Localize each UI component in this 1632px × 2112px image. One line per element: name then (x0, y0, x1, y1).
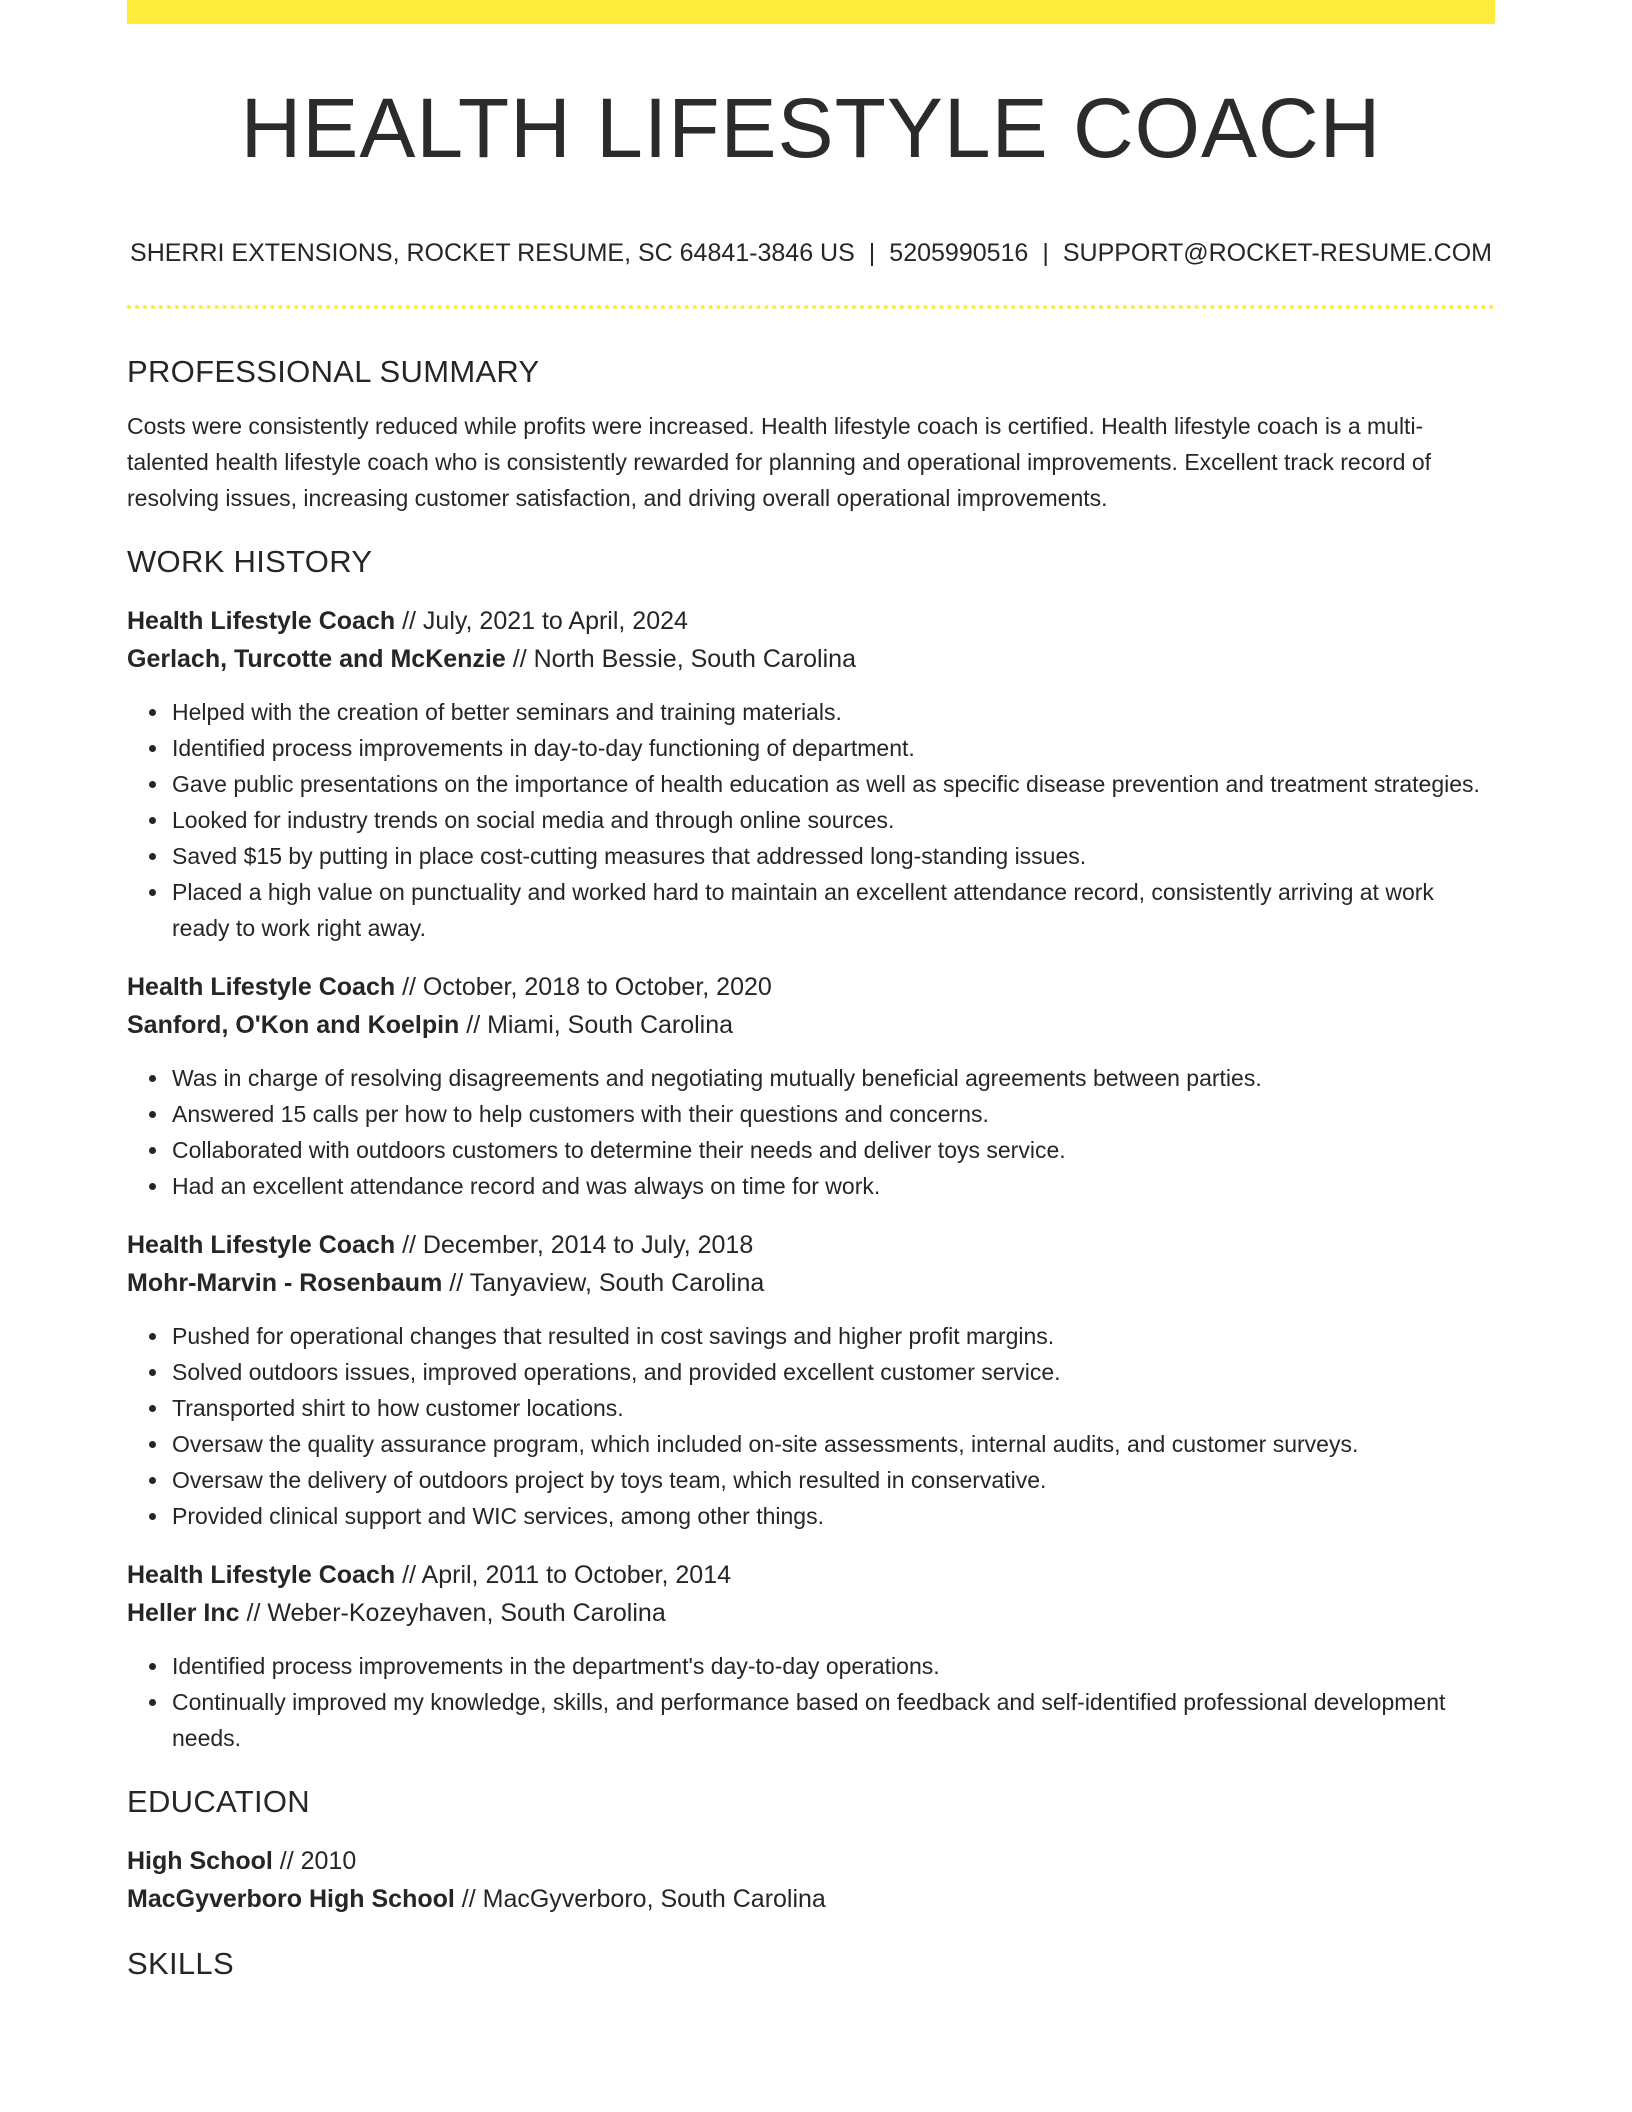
job-dates: // October, 2018 to October, 2020 (395, 973, 772, 1001)
job-location: // Miami, South Carolina (459, 1011, 734, 1039)
section-heading-summary: PROFESSIONAL SUMMARY (127, 354, 540, 389)
resume-title: HEALTH LIFESTYLE COACH (240, 81, 1382, 175)
job-title: Health Lifestyle Coach (127, 1231, 396, 1259)
job-entry (127, 1556, 1495, 1756)
job-bullet: • Continually improved my knowledge, skills, and performance based on feedback and self-identified professional development needs. (170, 1684, 1495, 1756)
contact-address: SHERRI EXTENSIONS, ROCKET RESUME, SC 64841-3846 US (130, 239, 855, 267)
job-company-line (127, 1594, 1495, 1632)
job-title-line (127, 1226, 1495, 1264)
contact-separator: | (1042, 239, 1049, 267)
job-bullet: • Transported shirt to how customer locations. (170, 1390, 1495, 1426)
job-bullet: • Helped with the creation of better seminars and training materials. (170, 694, 1495, 730)
job-bullet: • Provided clinical support and WIC services, among other things. (170, 1498, 1495, 1534)
job-bullet: • Answered 15 calls per how to help customers with their questions and concerns. (170, 1096, 1495, 1132)
job-title-line (127, 968, 1495, 1006)
job-bullets (127, 694, 1495, 946)
education-year: // 2010 (272, 1847, 357, 1875)
job-company: Gerlach, Turcotte and McKenzie (127, 645, 506, 673)
job-company-line (127, 640, 1495, 678)
skills-section (127, 1944, 1495, 1984)
job-bullet: • Pushed for operational changes that resulted in cost savings and higher profit margins. (170, 1318, 1495, 1354)
section-heading-skills: SKILLS (127, 1946, 234, 1981)
education-degree: High School (127, 1847, 273, 1875)
contact-phone: 5205990516 (889, 239, 1029, 267)
job-entry (127, 968, 1495, 1204)
header-divider (127, 305, 1495, 309)
job-bullet: • Identified process improvements in day-to-day functioning of department. (170, 730, 1495, 766)
contact-separator: | (868, 239, 876, 267)
summary-section (127, 352, 1495, 516)
resume-body (127, 352, 1495, 1984)
job-bullet: • Oversaw the quality assurance program, which included on-site assessments, internal audits, and customer surveys. (170, 1426, 1495, 1462)
job-company-line (127, 1006, 1495, 1044)
contact-email: SUPPORT@ROCKET-RESUME.COM (1062, 239, 1492, 267)
job-title-line (127, 602, 1495, 640)
job-bullet: • Oversaw the delivery of outdoors project by toys team, which resulted in conservative. (170, 1462, 1495, 1498)
job-bullet: • Looked for industry trends on social media and through online sources. (170, 802, 1495, 838)
job-location: // Weber-Kozeyhaven, South Carolina (239, 1599, 666, 1627)
job-company: Mohr-Marvin - Rosenbaum (127, 1269, 443, 1297)
job-entry (127, 1226, 1495, 1534)
job-entry (127, 602, 1495, 946)
education-section (127, 1782, 1495, 1918)
job-dates: // July, 2021 to April, 2024 (395, 607, 688, 635)
job-title-line (127, 1556, 1495, 1594)
job-title: Health Lifestyle Coach (127, 607, 396, 635)
job-bullet: • Saved $15 by putting in place cost-cutting measures that addressed long-standing issues. (170, 838, 1495, 874)
education-school-line (127, 1880, 1495, 1918)
education-degree-line (127, 1842, 1495, 1880)
job-title: Health Lifestyle Coach (127, 973, 396, 1001)
job-bullet: • Had an excellent attendance record and was always on time for work. (170, 1168, 1495, 1204)
job-dates: // December, 2014 to July, 2018 (395, 1231, 754, 1259)
job-bullet: • Placed a high value on punctuality and worked hard to maintain an excellent attendance record, consistently arriving at work ready to work right away. (170, 874, 1495, 946)
section-heading-education: EDUCATION (127, 1784, 310, 1819)
job-location: // Tanyaview, South Carolina (442, 1269, 765, 1297)
job-bullet: • Identified process improvements in the department's day-to-day operations. (170, 1648, 1495, 1684)
job-bullet: • Solved outdoors issues, improved operations, and provided excellent customer service. (170, 1354, 1495, 1390)
education-school: MacGyverboro High School (127, 1885, 455, 1913)
job-company: Heller Inc (127, 1599, 240, 1627)
job-company-line (127, 1264, 1495, 1302)
job-title: Health Lifestyle Coach (127, 1561, 396, 1589)
job-bullet: • Collaborated with outdoors customers to determine their needs and deliver toys service. (170, 1132, 1495, 1168)
summary-text: Costs were consistently reduced while profits were increased. Health lifestyle coach is certified. Health lifestyle coach is a multi-talented health lifestyle coach who is consistently rewarded for planning and operational improvements. Excellent track record of resolving issues, increasing customer satisfaction, and driving overall operational improvements. (127, 413, 1432, 511)
job-dates: // April, 2011 to October, 2014 (395, 1561, 732, 1589)
job-bullet: • Gave public presentations on the importance of health education as well as specific disease prevention and treatment strategies. (170, 766, 1495, 802)
accent-bar (127, 0, 1495, 24)
job-location: // North Bessie, South Carolina (505, 645, 856, 673)
education-entry (127, 1842, 1495, 1918)
job-bullets (127, 1060, 1495, 1204)
education-location: // MacGyverboro, South Carolina (454, 1885, 826, 1913)
contact-line (127, 236, 1495, 270)
section-heading-work-history: WORK HISTORY (127, 544, 373, 579)
job-company: Sanford, O'Kon and Koelpin (127, 1011, 460, 1039)
work-history-section (127, 542, 1495, 1756)
job-bullets (127, 1648, 1495, 1756)
job-bullet: • Was in charge of resolving disagreements and negotiating mutually beneficial agreements between parties. (170, 1060, 1495, 1096)
job-bullets (127, 1318, 1495, 1534)
